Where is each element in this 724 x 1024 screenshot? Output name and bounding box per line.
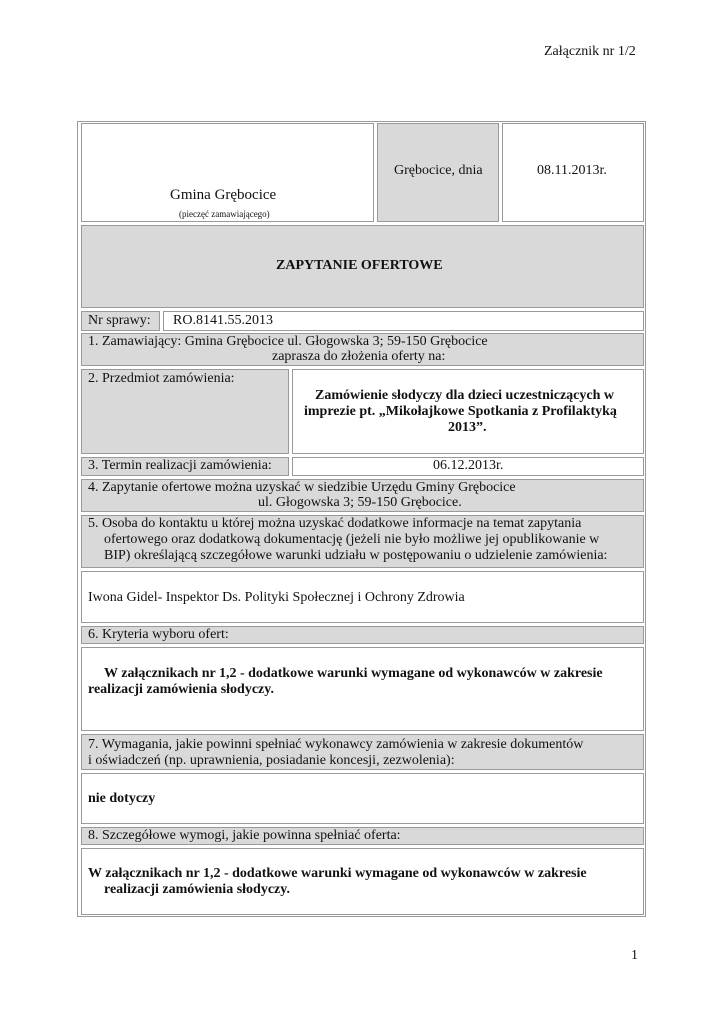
section-4-line-2: ul. Głogowska 3; 59-150 Grębocice. — [258, 495, 462, 510]
section-7-line-2: i oświadczeń (np. uprawnienia, posiadanie koncesji, zezwolenia): — [88, 753, 455, 768]
section-5-line-3: BIP) określającą szczegółowe warunki udziału w postępowaniu o udzielenie zamówienia: — [104, 548, 608, 563]
document-title: ZAPYTANIE OFERTOWE — [276, 258, 443, 273]
subject-line-3: 2013”. — [448, 420, 487, 435]
case-number: RO.8141.55.2013 — [173, 313, 273, 328]
contact-person: Iwona Gidel- Inspektor Ds. Polityki Społecznej i Ochrony Zdrowia — [88, 590, 465, 605]
page-number: 1 — [631, 948, 638, 963]
completion-date: 06.12.2013r. — [433, 458, 504, 473]
section-5-line-2: ofertowego oraz dodatkową dokumentację (jeżeli nie było możliwe jej opublikowanie w — [104, 532, 600, 547]
section-8-answer-line-1: W załącznikach nr 1,2 - dodatkowe warunki wymagane od wykonawców w zakresie — [88, 866, 587, 881]
attachment-label: Załącznik nr 1/2 — [544, 44, 636, 59]
section-7-answer: nie dotyczy — [88, 791, 156, 806]
place-date-label: Grębocice, dnia — [394, 163, 483, 178]
section-2-label: 2. Przedmiot zamówienia: — [88, 371, 235, 386]
stamp-note: (pieczęć zamawiającego) — [179, 209, 270, 219]
organization-name: Gmina Grębocice — [170, 187, 277, 203]
subject-line-1: Zamówienie słodyczy dla dzieci uczestniczących w — [315, 388, 615, 403]
section-1-line-1: 1. Zamawiający: Gmina Grębocice ul. Głogowska 3; 59-150 Grębocice — [88, 334, 488, 349]
section-7-answer-cell — [81, 773, 644, 824]
document-date: 08.11.2013r. — [537, 163, 607, 178]
section-7-line-1: 7. Wymagania, jakie powinni spełniać wykonawcy zamówienia w zakresie dokumentów — [88, 737, 584, 752]
case-label: Nr sprawy: — [88, 313, 151, 328]
section-3-label: 3. Termin realizacji zamówienia: — [88, 458, 272, 473]
section-6-answer-line-1: W załącznikach nr 1,2 - dodatkowe warunki wymagane od wykonawców w zakresie — [104, 666, 603, 681]
section-6-label: 6. Kryteria wyboru ofert: — [88, 627, 229, 642]
section-8-answer-line-2: realizacji zamówienia słodyczy. — [104, 882, 290, 897]
section-6-answer-line-2: realizacji zamówienia słodyczy. — [88, 682, 274, 697]
section-8-label: 8. Szczegółowe wymogi, jakie powinna spełniać oferta: — [88, 828, 401, 843]
section-4-line-1: 4. Zapytanie ofertowe można uzyskać w siedzibie Urzędu Gminy Grębocice — [88, 480, 516, 495]
subject-line-2: imprezie pt. „Mikołajkowe Spotkania z Profilaktyką — [304, 404, 617, 419]
section-1-line-2: zaprasza do złożenia oferty na: — [272, 349, 446, 364]
section-5-line-1: 5. Osoba do kontaktu u której można uzyskać dodatkowe informacje na temat zapytania — [88, 516, 582, 531]
